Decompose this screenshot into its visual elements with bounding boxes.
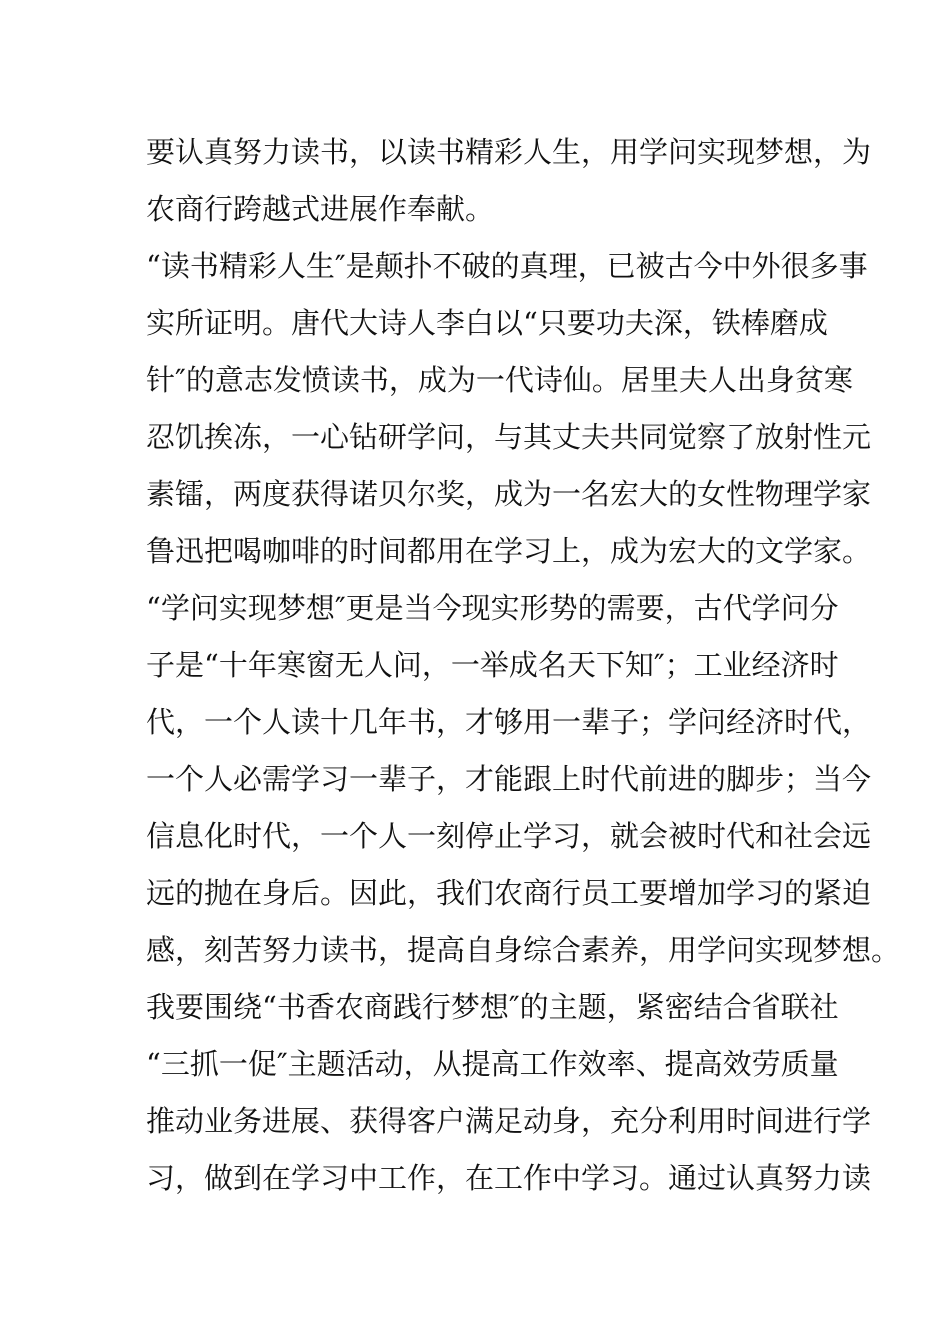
text-line: 推动业务进展、获得客户满足动身，充分利用时间进行学 <box>146 1104 872 1138</box>
text-line: 信息化时代，一个人一刻停止学习，就会被时代和社会远 <box>146 819 872 853</box>
text-line: 素镭，两度获得诺贝尔奖，成为一名宏大的女性物理学家 <box>146 477 872 511</box>
text-line: “读书精彩人生″是颠扑不破的真理，已被古今中外很多事 <box>146 249 868 283</box>
text-line: “三抓一促″主题活动，从提高工作效率、提高效劳质量 <box>146 1047 839 1081</box>
text-line: 我要围绕“书香农商践行梦想″的主题，紧密结合省联社 <box>146 990 839 1024</box>
text-line: 远的抛在身后。因此，我们农商行员工要增加学习的紧迫 <box>146 876 872 910</box>
text-line: 一个人必需学习一辈子，才能跟上时代前进的脚步；当今 <box>146 762 872 796</box>
text-line: 实所证明。唐代大诗人李白以“只要功夫深，铁棒磨成 <box>146 306 828 340</box>
text-line: “学问实现梦想″更是当今现实形势的需要，古代学问分 <box>146 591 839 625</box>
text-line: 忍饥挨冻，一心钻研学问，与其丈夫共同觉察了放射性元 <box>146 420 872 454</box>
text-line: 要认真努力读书，以读书精彩人生，用学问实现梦想，为 <box>146 135 872 169</box>
text-line: 代，一个人读十几年书，才够用一辈子；学问经济时代， <box>146 705 872 739</box>
text-line: 子是“十年寒窗无人问，一举成名天下知″；工业经济时 <box>146 648 839 682</box>
text-line: 习，做到在学习中工作，在工作中学习。通过认真努力读 <box>146 1161 872 1195</box>
text-line: 鲁迅把喝咖啡的时间都用在学习上，成为宏大的文学家。 <box>146 534 872 568</box>
text-line: 农商行跨越式进展作奉献。 <box>146 192 495 226</box>
text-line: 针″的意志发愤读书，成为一代诗仙。居里夫人出身贫寒 <box>146 363 853 397</box>
text-line: 感，刻苦努力读书，提高自身综合素养，用学问实现梦想。 <box>146 933 901 967</box>
body-text <box>146 124 901 1207</box>
